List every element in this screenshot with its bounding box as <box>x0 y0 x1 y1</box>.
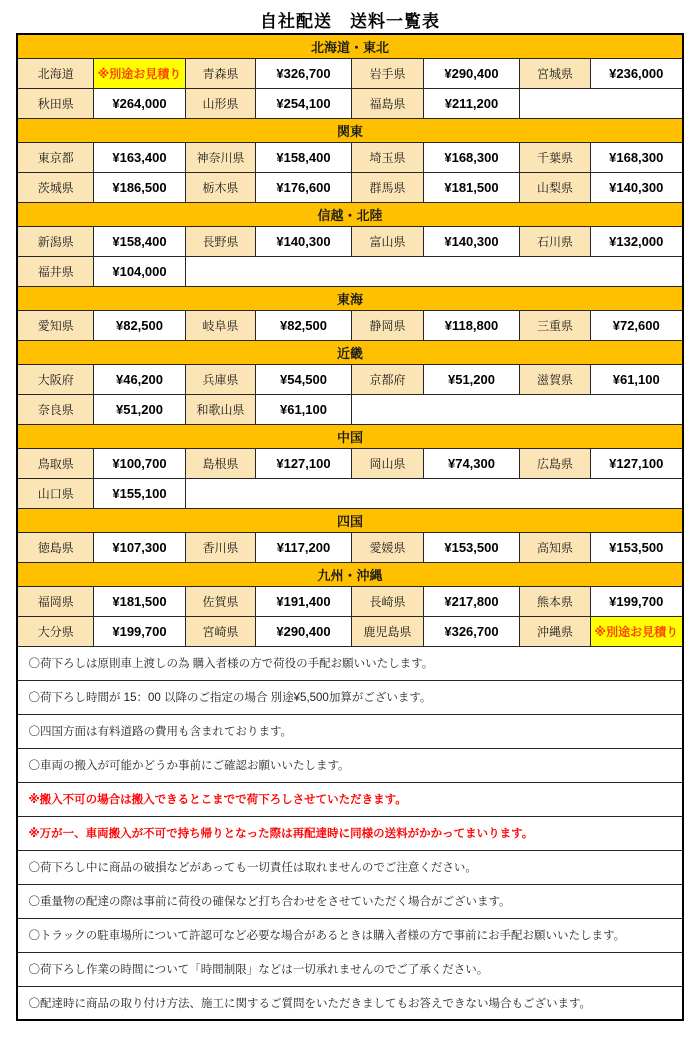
fee-row <box>17 532 682 562</box>
note: 〇配達時に商品の取り付け方法、施工に関するご質問をいただきましてもお答えできない場合もございます。 <box>17 986 682 1020</box>
empty-cell <box>351 394 682 424</box>
fee-row <box>17 364 682 394</box>
region-header-row <box>17 424 682 448</box>
prefecture-cell: 宮城県 <box>519 58 590 88</box>
note-row <box>17 850 682 884</box>
price-cell: ¥158,400 <box>93 226 185 256</box>
prefecture-cell: 岐阜県 <box>185 310 255 340</box>
prefecture-cell: 高知県 <box>519 532 590 562</box>
note: 〇荷下ろしは原則車上渡しの為 購入者様の方で荷役の手配お願いいたします。 <box>17 646 682 680</box>
price-cell: ¥153,500 <box>423 532 519 562</box>
note: 〇車両の搬入が可能かどうか事前にご確認お願いいたします。 <box>17 748 682 782</box>
price-cell: ¥118,800 <box>423 310 519 340</box>
prefecture-cell: 島根県 <box>185 448 255 478</box>
prefecture-cell: 滋賀県 <box>519 364 590 394</box>
region-header-row <box>17 508 682 532</box>
region-header: 九州・沖縄 <box>17 562 682 586</box>
note: 〇荷下ろし作業の時間について「時間制限」などは一切承れませんのでご了承ください。 <box>17 952 682 986</box>
prefecture-cell: 青森県 <box>185 58 255 88</box>
prefecture-cell: 鳥取県 <box>17 448 93 478</box>
price-cell: ¥107,300 <box>93 532 185 562</box>
note-row <box>17 782 682 816</box>
price-cell: ¥54,500 <box>255 364 351 394</box>
price-cell: ¥104,000 <box>93 256 185 286</box>
prefecture-cell: 沖縄県 <box>519 616 590 646</box>
price-cell: ¥158,400 <box>255 142 351 172</box>
price-cell: ¥153,500 <box>590 532 682 562</box>
prefecture-cell: 神奈川県 <box>185 142 255 172</box>
prefecture-cell: 三重県 <box>519 310 590 340</box>
prefecture-cell: 栃木県 <box>185 172 255 202</box>
prefecture-cell: 福井県 <box>17 256 93 286</box>
price-cell: ¥100,700 <box>93 448 185 478</box>
empty-cell <box>519 88 682 118</box>
prefecture-cell: 山口県 <box>17 478 93 508</box>
price-cell: ¥217,800 <box>423 586 519 616</box>
empty-cell <box>185 478 682 508</box>
prefecture-cell: 兵庫県 <box>185 364 255 394</box>
fee-row <box>17 448 682 478</box>
price-cell: ¥236,000 <box>590 58 682 88</box>
price-cell: ¥211,200 <box>423 88 519 118</box>
prefecture-cell: 秋田県 <box>17 88 93 118</box>
price-cell: ¥82,500 <box>255 310 351 340</box>
prefecture-cell: 徳島県 <box>17 532 93 562</box>
warning-note: ※万が一、車両搬入が不可で持ち帰りとなった際は再配達時に同様の送料がかかってまいります。 <box>17 816 682 850</box>
note: 〇荷下ろし時間が 15：00 以降のご指定の場合 別途¥5,500加算がございます。 <box>17 680 682 714</box>
prefecture-cell: 宮崎県 <box>185 616 255 646</box>
price-cell: ¥181,500 <box>93 586 185 616</box>
price-cell: ¥46,200 <box>93 364 185 394</box>
price-cell: ¥199,700 <box>590 586 682 616</box>
prefecture-cell: 愛媛県 <box>351 532 423 562</box>
fee-row <box>17 478 682 508</box>
prefecture-cell: 佐賀県 <box>185 586 255 616</box>
region-header-row <box>17 340 682 364</box>
empty-cell <box>185 256 682 286</box>
price-cell: ¥168,300 <box>590 142 682 172</box>
region-header-row <box>17 34 682 58</box>
quote-required-cell: ※別途お見積り <box>93 58 185 88</box>
region-header: 近畿 <box>17 340 682 364</box>
price-cell: ¥186,500 <box>93 172 185 202</box>
note-row <box>17 748 682 782</box>
region-header-row <box>17 118 682 142</box>
prefecture-cell: 長崎県 <box>351 586 423 616</box>
region-header-row <box>17 562 682 586</box>
prefecture-cell: 千葉県 <box>519 142 590 172</box>
region-header: 関東 <box>17 118 682 142</box>
region-header-row <box>17 286 682 310</box>
region-header: 信越・北陸 <box>17 202 682 226</box>
prefecture-cell: 富山県 <box>351 226 423 256</box>
shipping-fee-table <box>16 33 683 1021</box>
region-header: 北海道・東北 <box>17 34 682 58</box>
prefecture-cell: 石川県 <box>519 226 590 256</box>
prefecture-cell: 香川県 <box>185 532 255 562</box>
region-header-row <box>17 202 682 226</box>
price-cell: ¥127,100 <box>255 448 351 478</box>
prefecture-cell: 広島県 <box>519 448 590 478</box>
price-cell: ¥181,500 <box>423 172 519 202</box>
fee-row <box>17 616 682 646</box>
price-cell: ¥155,100 <box>93 478 185 508</box>
prefecture-cell: 茨城県 <box>17 172 93 202</box>
prefecture-cell: 愛知県 <box>17 310 93 340</box>
prefecture-cell: 和歌山県 <box>185 394 255 424</box>
note-row <box>17 918 682 952</box>
note: 〇重量物の配達の際は事前に荷役の確保など打ち合わせをさせていただく場合がございます。 <box>17 884 682 918</box>
prefecture-cell: 福島県 <box>351 88 423 118</box>
note-row <box>17 680 682 714</box>
price-cell: ¥326,700 <box>423 616 519 646</box>
region-header: 東海 <box>17 286 682 310</box>
prefecture-cell: 北海道 <box>17 58 93 88</box>
price-cell: ¥61,100 <box>590 364 682 394</box>
prefecture-cell: 山形県 <box>185 88 255 118</box>
price-cell: ¥140,300 <box>255 226 351 256</box>
price-cell: ¥132,000 <box>590 226 682 256</box>
prefecture-cell: 新潟県 <box>17 226 93 256</box>
fee-row <box>17 394 682 424</box>
price-cell: ¥168,300 <box>423 142 519 172</box>
warning-note: ※搬入不可の場合は搬入できるとこまでで荷下ろしさせていただきます。 <box>17 782 682 816</box>
prefecture-cell: 熊本県 <box>519 586 590 616</box>
prefecture-cell: 奈良県 <box>17 394 93 424</box>
prefecture-cell: 東京都 <box>17 142 93 172</box>
region-header: 中国 <box>17 424 682 448</box>
price-cell: ¥117,200 <box>255 532 351 562</box>
note-row <box>17 816 682 850</box>
note-row <box>17 986 682 1020</box>
prefecture-cell: 岩手県 <box>351 58 423 88</box>
prefecture-cell: 長野県 <box>185 226 255 256</box>
prefecture-cell: 福岡県 <box>17 586 93 616</box>
prefecture-cell: 群馬県 <box>351 172 423 202</box>
price-cell: ¥290,400 <box>423 58 519 88</box>
price-cell: ¥199,700 <box>93 616 185 646</box>
note: 〇荷下ろし中に商品の破損などがあっても一切責任は取れませんのでご注意ください。 <box>17 850 682 884</box>
note-row <box>17 884 682 918</box>
fee-row <box>17 88 682 118</box>
price-cell: ¥61,100 <box>255 394 351 424</box>
price-cell: ¥290,400 <box>255 616 351 646</box>
price-cell: ¥51,200 <box>423 364 519 394</box>
price-cell: ¥176,600 <box>255 172 351 202</box>
price-cell: ¥74,300 <box>423 448 519 478</box>
prefecture-cell: 大阪府 <box>17 364 93 394</box>
fee-row <box>17 172 682 202</box>
price-cell: ¥127,100 <box>590 448 682 478</box>
note-row <box>17 952 682 986</box>
note: 〇四国方面は有料道路の費用も含まれております。 <box>17 714 682 748</box>
price-cell: ¥51,200 <box>93 394 185 424</box>
note-row <box>17 714 682 748</box>
note-row <box>17 646 682 680</box>
prefecture-cell: 岡山県 <box>351 448 423 478</box>
fee-row <box>17 310 682 340</box>
prefecture-cell: 鹿児島県 <box>351 616 423 646</box>
fee-row <box>17 256 682 286</box>
page-title: 自社配送 送料一覧表 <box>260 12 440 31</box>
fee-row <box>17 586 682 616</box>
price-cell: ¥140,300 <box>423 226 519 256</box>
price-cell: ¥264,000 <box>93 88 185 118</box>
fee-row <box>17 226 682 256</box>
prefecture-cell: 山梨県 <box>519 172 590 202</box>
price-cell: ¥163,400 <box>93 142 185 172</box>
prefecture-cell: 埼玉県 <box>351 142 423 172</box>
fee-row <box>17 58 682 88</box>
prefecture-cell: 大分県 <box>17 616 93 646</box>
prefecture-cell: 静岡県 <box>351 310 423 340</box>
note: 〇トラックの駐車場所について許認可など必要な場合があるときは購入者様の方で事前にお手配お願いいたします。 <box>17 918 682 952</box>
price-cell: ¥191,400 <box>255 586 351 616</box>
fee-row <box>17 142 682 172</box>
price-cell: ¥140,300 <box>590 172 682 202</box>
price-cell: ¥72,600 <box>590 310 682 340</box>
price-cell: ¥326,700 <box>255 58 351 88</box>
region-header: 四国 <box>17 508 682 532</box>
price-cell: ¥82,500 <box>93 310 185 340</box>
quote-required-cell: ※別途お見積り <box>590 616 682 646</box>
price-cell: ¥254,100 <box>255 88 351 118</box>
prefecture-cell: 京都府 <box>351 364 423 394</box>
